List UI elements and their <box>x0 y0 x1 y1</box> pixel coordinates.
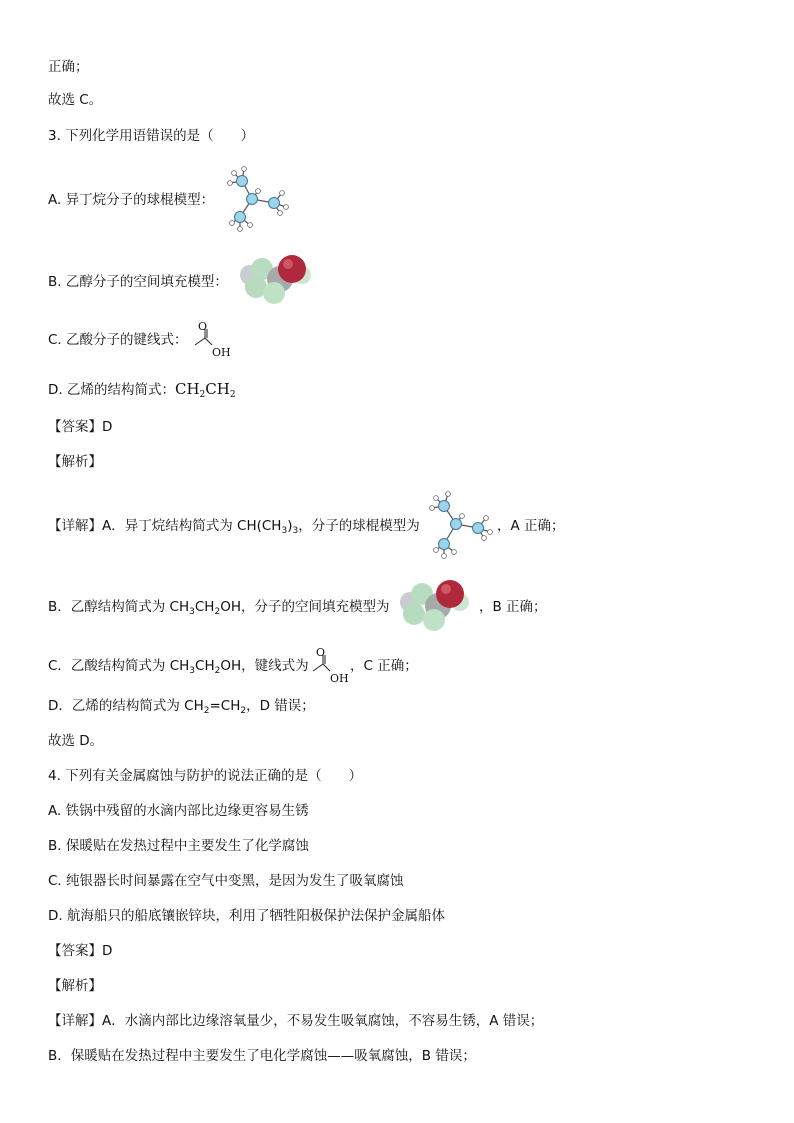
ethanol-space-filling-icon <box>234 253 316 309</box>
isobutane-ball-stick-detail-icon <box>424 488 496 560</box>
detail-a-tail: ，A 正确； <box>497 518 565 534</box>
ethanol-space-filling-detail-icon <box>394 578 476 634</box>
option-d <box>48 380 236 399</box>
option-c: C. 乙酸分子的键线式： <box>48 332 188 348</box>
answer-4: 【答案】D <box>48 943 113 959</box>
q4-option-c: C. 纯银器长时间暴露在空气中变黑，是因为发生了吸氧腐蚀 <box>48 873 404 889</box>
detail-c-tail: ，C 正确； <box>350 658 418 674</box>
end-3: 故选 D。 <box>48 733 104 749</box>
option-d-text: D. 乙烯的结构简式： <box>48 382 175 398</box>
q4-option-a: A. 铁锅中残留的水滴内部比边缘更容易生锈 <box>48 803 309 819</box>
detail-c: C．乙酸结构简式为 $CH_3CH_2OH$，键线式为 <box>48 658 309 676</box>
detail-a: 【详解】A．异丁烷结构简式为 $CH(CH_3)_3$，分子的球棍模型为 <box>48 518 420 536</box>
option-b: B. 乙醇分子的空间填充模型： <box>48 274 228 290</box>
detail-b: B．乙醇结构简式为 $CH_3CH_2OH$，分子的空间填充模型为 <box>48 599 390 617</box>
q4-detail-b: B．保暖贴在发热过程中主要发生了电化学腐蚀——吸氧腐蚀，B 错误； <box>48 1048 476 1064</box>
q4-detail-a: 【详解】A．水滴内部比边缘溶氧量少，不易发生吸氧腐蚀，不容易生锈，A 错误； <box>48 1013 544 1029</box>
option-a: A. 异丁烷分子的球棍模型： <box>48 192 215 208</box>
q4-option-d: D. 航海船只的船底镶嵌锌块，利用了牺牲阳极保护法保护金属船体 <box>48 908 445 924</box>
analysis-4: 【解析】 <box>48 978 102 994</box>
acetic-o-label: O <box>198 320 208 333</box>
line-choose-c: 故选 C。 <box>48 92 103 108</box>
acetic-detail-oh-label: OH <box>330 672 349 685</box>
q4-option-b: B. 保暖贴在发热过程中主要发生了化学腐蚀 <box>48 838 309 854</box>
acetic-detail-o-label: O <box>316 646 326 659</box>
detail-d: D．乙烯的结构简式为 $CH_2=CH_2$，D 错误； <box>48 698 315 716</box>
question-4: 4. 下列有关金属腐蚀与防护的说法正确的是（ ） <box>48 768 363 784</box>
line-correct: 正确； <box>48 59 89 75</box>
question-3: 3. 下列化学用语错误的是（ ） <box>48 128 255 144</box>
acetic-oh-label: OH <box>212 346 231 359</box>
isobutane-ball-stick-icon <box>222 163 294 235</box>
ethene-formula: $CH_2CH_2$ <box>174 380 236 400</box>
detail-b-tail: ，B 正确； <box>479 599 547 615</box>
answer-3: 【答案】D <box>48 419 113 435</box>
analysis-3: 【解析】 <box>48 454 102 470</box>
